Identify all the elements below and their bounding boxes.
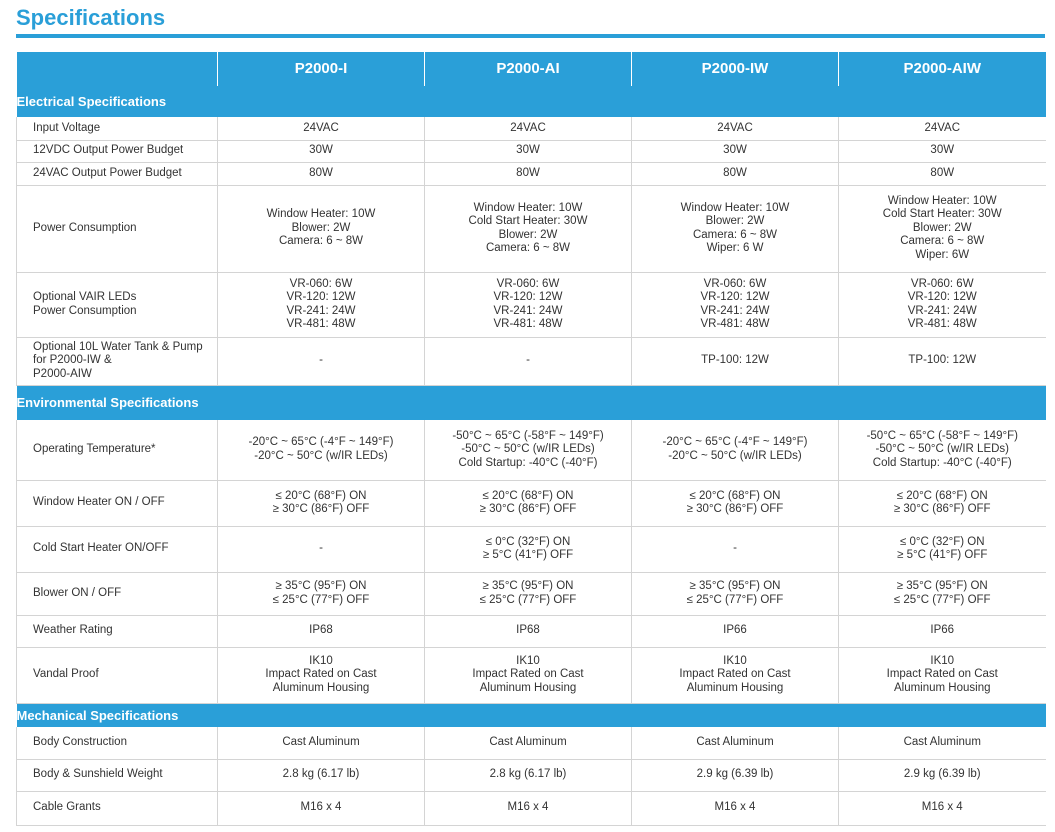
spec-row [17,140,1046,162]
spec-value: ≤ 0°C (32°F) ON ≥ 5°C (41°F) OFF [839,526,1046,572]
section-header-row [17,86,1046,117]
spec-label: Power Consumption [17,185,218,272]
spec-row [17,117,1046,140]
spec-label: Optional VAIR LEDs Power Consumption [17,272,218,337]
spec-value: M16 x 4 [218,791,425,825]
spec-value: IP68 [218,615,425,647]
spec-row [17,420,1046,480]
spec-label: Blower ON / OFF [17,572,218,615]
spec-value: Window Heater: 10W Cold Start Heater: 30W Blower: 2W Camera: 6 ~ 8W Wiper: 6W [839,185,1046,272]
spec-value: ≥ 35°C (95°F) ON ≤ 25°C (77°F) OFF [425,572,632,615]
spec-row [17,727,1046,759]
spec-value: ≤ 20°C (68°F) ON ≥ 30°C (86°F) OFF [218,480,425,526]
section-title: Electrical Specifications [17,86,1046,117]
spec-value: VR-060: 6W VR-120: 12W VR-241: 24W VR-481: 48W [425,272,632,337]
spec-value: Window Heater: 10W Blower: 2W Camera: 6 ~ 8W Wiper: 6 W [632,185,839,272]
spec-label: 24VAC Output Power Budget [17,162,218,185]
spec-label: Body Construction [17,727,218,759]
spec-value: IK10 Impact Rated on Cast Aluminum Housing [218,647,425,703]
spec-label: Optional 10L Water Tank & Pump for P2000-IW & P2000-AIW [17,337,218,385]
spec-value: 30W [218,140,425,162]
section-header-row [17,703,1046,727]
spec-value: - [632,526,839,572]
spec-value: TP-100: 12W [839,337,1046,385]
spec-row [17,480,1046,526]
spec-value: Window Heater: 10W Blower: 2W Camera: 6 ~ 8W [218,185,425,272]
spec-value: 2.8 kg (6.17 lb) [425,759,632,791]
spec-value: VR-060: 6W VR-120: 12W VR-241: 24W VR-481: 48W [839,272,1046,337]
spec-label: Weather Rating [17,615,218,647]
spec-value: ≥ 35°C (95°F) ON ≤ 25°C (77°F) OFF [632,572,839,615]
spec-row [17,572,1046,615]
spec-value: IP66 [632,615,839,647]
spec-value: 30W [632,140,839,162]
spec-value: ≥ 35°C (95°F) ON ≤ 25°C (77°F) OFF [839,572,1046,615]
spec-value: -20°C ~ 65°C (-4°F ~ 149°F) -20°C ~ 50°C (w/IR LEDs) [632,420,839,480]
spec-row [17,337,1046,385]
spec-value: Cast Aluminum [425,727,632,759]
spec-value: ≥ 35°C (95°F) ON ≤ 25°C (77°F) OFF [218,572,425,615]
spec-label: Body & Sunshield Weight [17,759,218,791]
spec-value: 80W [839,162,1046,185]
spec-value: 80W [632,162,839,185]
section-header-row [17,385,1046,420]
model-header-p2000-i: P2000-I [218,52,425,86]
spec-row [17,759,1046,791]
spec-value: ≤ 20°C (68°F) ON ≥ 30°C (86°F) OFF [425,480,632,526]
spec-label: Operating Temperature* [17,420,218,480]
spec-value: - [218,337,425,385]
spec-value: IP66 [839,615,1046,647]
spec-value: 2.9 kg (6.39 lb) [632,759,839,791]
spec-value: 2.8 kg (6.17 lb) [218,759,425,791]
spec-value: 80W [425,162,632,185]
spec-row [17,791,1046,825]
spec-value: Window Heater: 10W Cold Start Heater: 30W Blower: 2W Camera: 6 ~ 8W [425,185,632,272]
spec-value: M16 x 4 [632,791,839,825]
spec-value: 24VAC [425,117,632,140]
specifications-table [16,52,1046,826]
spec-label: Vandal Proof [17,647,218,703]
spec-value: IP68 [425,615,632,647]
spec-label: Cable Grants [17,791,218,825]
spec-row [17,185,1046,272]
spec-value: - [218,526,425,572]
spec-value: 30W [425,140,632,162]
spec-value: M16 x 4 [839,791,1046,825]
spec-value: -20°C ~ 65°C (-4°F ~ 149°F) -20°C ~ 50°C (w/IR LEDs) [218,420,425,480]
spec-value: ≤ 20°C (68°F) ON ≥ 30°C (86°F) OFF [632,480,839,526]
spec-label: 12VDC Output Power Budget [17,140,218,162]
model-header-p2000-aiw: P2000-AIW [839,52,1046,86]
model-header-p2000-ai: P2000-AI [425,52,632,86]
spec-value: 24VAC [839,117,1046,140]
spec-value: Cast Aluminum [839,727,1046,759]
spec-value: ≤ 0°C (32°F) ON ≥ 5°C (41°F) OFF [425,526,632,572]
page-title: Specifications [16,5,166,30]
spec-value: IK10 Impact Rated on Cast Aluminum Housing [839,647,1046,703]
spec-value: 24VAC [632,117,839,140]
model-header-p2000-iw: P2000-IW [632,52,839,86]
section-title: Mechanical Specifications [17,703,1046,727]
spec-value: Cast Aluminum [632,727,839,759]
spec-value: 2.9 kg (6.39 lb) [839,759,1046,791]
spec-value: VR-060: 6W VR-120: 12W VR-241: 24W VR-481: 48W [632,272,839,337]
spec-label: Input Voltage [17,117,218,140]
section-title: Environmental Specifications [17,385,1046,420]
spec-value: M16 x 4 [425,791,632,825]
spec-row [17,272,1046,337]
header-corner-cell [17,52,218,86]
spec-value: IK10 Impact Rated on Cast Aluminum Housing [632,647,839,703]
spec-value: TP-100: 12W [632,337,839,385]
spec-value: -50°C ~ 65°C (-58°F ~ 149°F) -50°C ~ 50°C (w/IR LEDs) Cold Startup: -40°C (-40°F) [425,420,632,480]
model-header-row [17,52,1046,86]
spec-value: IK10 Impact Rated on Cast Aluminum Housing [425,647,632,703]
spec-label: Cold Start Heater ON/OFF [17,526,218,572]
spec-value: 24VAC [218,117,425,140]
spec-value: 80W [218,162,425,185]
spec-value: -50°C ~ 65°C (-58°F ~ 149°F) -50°C ~ 50°C (w/IR LEDs) Cold Startup: -40°C (-40°F) [839,420,1046,480]
title-underline [16,34,1045,38]
spec-value: ≤ 20°C (68°F) ON ≥ 30°C (86°F) OFF [839,480,1046,526]
spec-value: Cast Aluminum [218,727,425,759]
spec-value: 30W [839,140,1046,162]
spec-value: VR-060: 6W VR-120: 12W VR-241: 24W VR-481: 48W [218,272,425,337]
spec-label: Window Heater ON / OFF [17,480,218,526]
spec-row [17,615,1046,647]
spec-row [17,526,1046,572]
spec-row [17,162,1046,185]
spec-row [17,647,1046,703]
spec-value: - [425,337,632,385]
